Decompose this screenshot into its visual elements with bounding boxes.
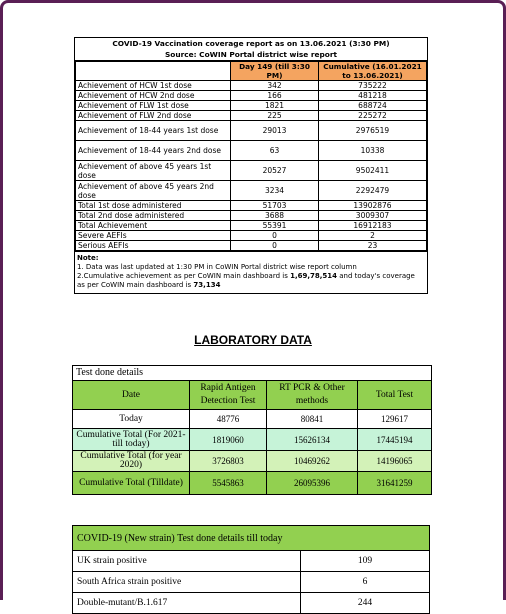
vaccination-row (76, 221, 427, 231)
report-title-line: COVID-19 Vaccination coverage report as on 13.06.2021 (3:30 PM) (112, 39, 390, 48)
test-done-caption: Test done details (72, 365, 432, 380)
row-cumulative-value: 10338 (319, 141, 427, 161)
row-label: Severe AEFIs (76, 231, 231, 241)
strain-row-value: 244 (301, 593, 430, 614)
new-strain-table (72, 525, 430, 614)
vaccination-header-row (76, 62, 427, 81)
vaccination-report-table (74, 37, 428, 294)
vaccination-report-title (75, 38, 427, 61)
row-day-value: 3234 (231, 181, 319, 201)
note-line-2 (77, 272, 425, 290)
test-row-rat: 1819060 (190, 429, 267, 451)
row-label: Total 2nd dose administered (76, 211, 231, 221)
row-day-value: 3688 (231, 211, 319, 221)
test-header-row (73, 381, 432, 410)
row-cumulative-value: 735222 (319, 81, 427, 91)
row-day-value: 0 (231, 231, 319, 241)
header-day: Day 149 (till 3:30 PM) (231, 62, 319, 81)
vaccination-row (76, 101, 427, 111)
strain-table-heading: COVID-19 (New strain) Test done details till today (73, 526, 430, 551)
row-label: Total 1st dose administered (76, 201, 231, 211)
note-line-1: 1. Data was last updated at 1:30 PM in CoWIN Portal district wise report column (77, 263, 357, 271)
strain-header-row (73, 526, 430, 551)
row-cumulative-value: 225272 (319, 111, 427, 121)
vaccination-row (76, 211, 427, 221)
row-day-value: 225 (231, 111, 319, 121)
row-day-value: 166 (231, 91, 319, 101)
row-cumulative-value: 2292479 (319, 181, 427, 201)
test-row (73, 472, 432, 495)
row-label: Serious AEFIs (76, 241, 231, 251)
row-day-value: 51703 (231, 201, 319, 211)
row-day-value: 63 (231, 141, 319, 161)
test-row-label: Cumulative Total (For 2021- till today) (73, 429, 190, 451)
strain-row-value: 6 (301, 572, 430, 593)
strain-row (73, 572, 430, 593)
laboratory-heading-text: LABORATORY DATA (194, 333, 312, 347)
vaccination-row (76, 91, 427, 101)
row-label: Achievement of HCW 2nd dose (76, 91, 231, 101)
note2-prefix: 2.Cumulative achievement as per CoWIN main dashboard is (77, 272, 291, 280)
test-row-rtpcr: 10469262 (267, 451, 358, 472)
report-source-line: Source: CoWIN Portal district wise report (164, 50, 338, 59)
row-cumulative-value: 2 (319, 231, 427, 241)
test-row-label: Cumulative Total (for year 2020) (73, 451, 190, 472)
strain-row (73, 593, 430, 614)
row-label: Achievement of above 45 years 2nd dose (76, 181, 231, 201)
test-row-rtpcr: 80841 (267, 410, 358, 429)
vaccination-row (76, 141, 427, 161)
test-row-total: 17445194 (358, 429, 432, 451)
strain-row-label: UK strain positive (73, 551, 301, 572)
row-label: Achievement of 18-44 years 1st dose (76, 121, 231, 141)
row-day-value: 1821 (231, 101, 319, 111)
vaccination-row (76, 231, 427, 241)
test-row (73, 429, 432, 451)
row-label: Achievement of above 45 years 1st dose (76, 161, 231, 181)
note2-dashboard-total: 1,69,78,514 (290, 272, 338, 280)
test-row-total: 14196065 (358, 451, 432, 472)
test-row-total: 129617 (358, 410, 432, 429)
test-row-rat: 48776 (190, 410, 267, 429)
test-row-label: Today (73, 410, 190, 429)
header-rt-pcr: RT PCR & Other methods (267, 381, 358, 410)
vaccination-row (76, 81, 427, 91)
row-label: Total Achievement (76, 221, 231, 231)
vaccination-row (76, 161, 427, 181)
strain-row (73, 551, 430, 572)
test-row-rat: 3726803 (190, 451, 267, 472)
vaccination-row (76, 181, 427, 201)
test-row-rat: 5545863 (190, 472, 267, 495)
strain-row-value: 109 (301, 551, 430, 572)
row-day-value: 0 (231, 241, 319, 251)
header-total-test: Total Test (358, 381, 432, 410)
test-row-label: Cumulative Total (Tilldate) (73, 472, 190, 495)
row-cumulative-value: 13902876 (319, 201, 427, 211)
row-label: Achievement of FLW 2nd dose (76, 111, 231, 121)
row-label: Achievement of FLW 1st dose (76, 101, 231, 111)
row-label: Achievement of 18-44 years 2nd dose (76, 141, 231, 161)
vaccination-row (76, 241, 427, 251)
row-cumulative-value: 2976519 (319, 121, 427, 141)
header-cumulative: Cumulative (16.01.2021 to 13.06.2021) (319, 62, 427, 81)
note2-today-coverage: 73,134 (193, 281, 221, 289)
test-done-table (72, 365, 432, 495)
row-day-value: 29013 (231, 121, 319, 141)
report-note (75, 251, 427, 293)
note-heading: Note: (77, 254, 99, 262)
laboratory-data-heading (0, 333, 506, 347)
note2-middle: and today's coverage as per CoWIN main dashboard is (77, 272, 415, 289)
row-day-value: 20527 (231, 161, 319, 181)
row-cumulative-value: 481218 (319, 91, 427, 101)
vaccination-row (76, 111, 427, 121)
strain-row-label: Double-mutant/B.1.617 (73, 593, 301, 614)
vaccination-row (76, 121, 427, 141)
row-day-value: 55391 (231, 221, 319, 231)
test-row (73, 451, 432, 472)
header-date: Date (73, 381, 190, 410)
header-rapid-antigen: Rapid Antigen Detection Test (190, 381, 267, 410)
header-blank-cell (76, 62, 231, 81)
test-row (73, 410, 432, 429)
test-row-rtpcr: 26095396 (267, 472, 358, 495)
row-day-value: 342 (231, 81, 319, 91)
vaccination-row (76, 201, 427, 211)
test-row-total: 31641259 (358, 472, 432, 495)
row-cumulative-value: 3009307 (319, 211, 427, 221)
row-cumulative-value: 23 (319, 241, 427, 251)
test-row-rtpcr: 15626134 (267, 429, 358, 451)
strain-row-label: South Africa strain positive (73, 572, 301, 593)
row-label: Achievement of HCW 1st dose (76, 81, 231, 91)
row-cumulative-value: 688724 (319, 101, 427, 111)
row-cumulative-value: 16912183 (319, 221, 427, 231)
row-cumulative-value: 9502411 (319, 161, 427, 181)
